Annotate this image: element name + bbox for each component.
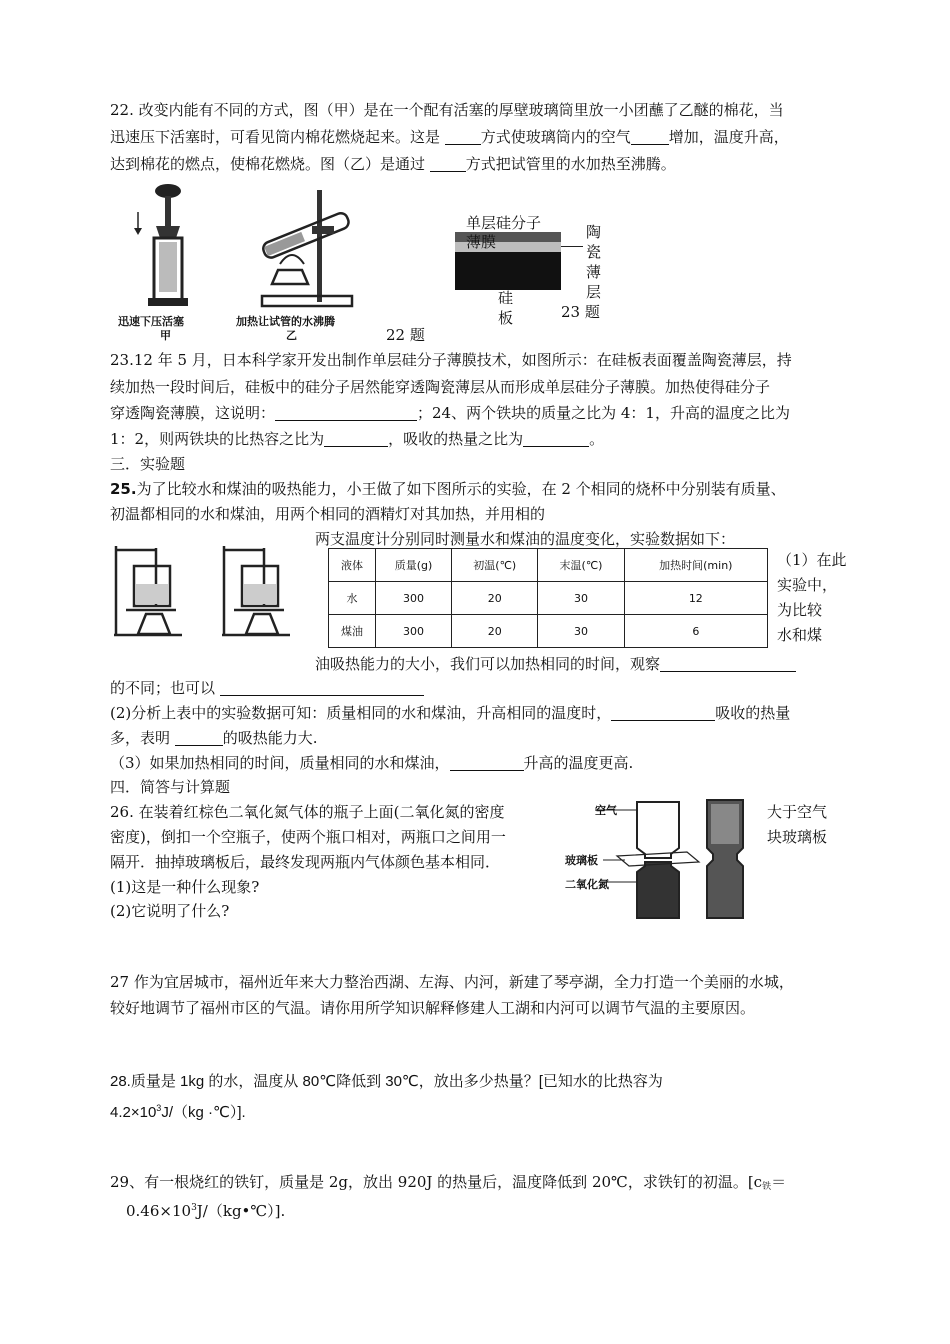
fig-air-label: 空气 xyxy=(595,804,617,817)
q25-text-6: (2)分析上表中的实验数据可知：质量相同的水和煤油，升高相同的温度时， xyxy=(110,704,612,722)
table-header-cell: 加热时间(min) xyxy=(624,549,767,582)
q25-line-4 xyxy=(315,653,796,674)
section-4-heading: 四．简答与计算题 xyxy=(110,778,231,796)
q29-text-a: 29、有一根烧红的铁钉，质量是 2g，放出 920J 的热量后，温度降低到 20℃，求铁钉的初温。[c xyxy=(110,1173,763,1191)
q25-text-8b: 升高的温度更高. xyxy=(523,754,634,772)
table-cell: 300 xyxy=(375,582,451,615)
experiment-apparatus-figure xyxy=(110,544,300,640)
q25-line-5 xyxy=(110,678,424,698)
ceramic-pointer-line xyxy=(561,246,583,247)
q22-figure-number: 22 题 xyxy=(386,326,425,344)
q23-line-3 xyxy=(110,403,790,423)
q25-side-line: 为比较 xyxy=(777,601,823,619)
q25-number: 25. xyxy=(110,480,137,498)
q29-text-b: ＝ xyxy=(771,1173,787,1191)
piston-cylinder-figure xyxy=(118,182,218,312)
q28-superscript: 3 xyxy=(156,1103,162,1113)
q22-text-b: 方式使玻璃筒内的空气 xyxy=(480,128,631,146)
q25-blank-2[interactable] xyxy=(220,679,424,696)
film-label-1: 单层硅分子 xyxy=(466,214,542,232)
q25-side-line: 实验中， xyxy=(777,576,838,594)
q25-line-1 xyxy=(110,479,786,499)
table-header-cell: 末温(℃) xyxy=(538,549,624,582)
film-label-2: 薄膜 xyxy=(466,233,497,251)
q25-line-6 xyxy=(110,703,790,723)
table-header-cell: 质量(g) xyxy=(375,549,451,582)
table-cell: 30 xyxy=(538,615,624,648)
q28-line-2 xyxy=(110,1098,246,1123)
q25-blank-3[interactable] xyxy=(611,704,715,721)
board-label xyxy=(498,288,513,328)
table-row xyxy=(329,615,768,648)
ceramic-char: 薄 xyxy=(586,263,602,281)
table-cell: 300 xyxy=(375,615,451,648)
ceramic-char: 瓷 xyxy=(586,243,602,261)
board-char: 板 xyxy=(498,309,514,327)
q25-blank-4[interactable] xyxy=(175,729,223,746)
table-cell: 20 xyxy=(452,615,538,648)
q24-blank-1[interactable] xyxy=(324,430,388,447)
q22-blank-2[interactable] xyxy=(631,128,669,145)
table-row xyxy=(329,582,768,615)
q25-blank-1[interactable] xyxy=(660,655,796,672)
q25-text-7b: 的吸热能力大. xyxy=(222,729,318,747)
q26-line-1: 26. 在装着红棕色二氧化氮气体的瓶子上面(二氧化氮的密度 xyxy=(110,803,505,821)
table-header-cell: 液体 xyxy=(329,549,376,582)
section-3-heading: 三．实验题 xyxy=(110,455,186,473)
fig-jia-label: 甲 xyxy=(160,329,171,342)
q22-text-e: 方式把试管里的水加热至沸腾。 xyxy=(465,155,676,173)
table-cell: 20 xyxy=(452,582,538,615)
q23-line-2: 续加热一段时间后，硅板中的硅分子居然能穿透陶瓷薄层从而形成单层硅分子薄膜。加热使得硅分子 xyxy=(110,378,771,396)
silicon-board xyxy=(455,252,561,290)
q26-side-1: 大于空气 xyxy=(767,803,828,821)
q29-text-c: 0.46×10 xyxy=(126,1202,192,1220)
q22-line-3 xyxy=(110,154,676,174)
q25-text-1: 为了比较水和煤油的吸热能力，小王做了如下图所示的实验，在 2 个相同的烧杯中分别装有质量、 xyxy=(136,480,786,498)
q26-line-5: (2)它说明了什么? xyxy=(110,902,230,920)
q25-side-line: （1）在此 xyxy=(777,551,847,569)
q25-side-text xyxy=(777,548,847,648)
q25-text-5: 的不同；也可以 xyxy=(110,679,220,697)
q27-line-1: 27 作为宜居城市，福州近年来大力整治西湖、左海、内河，新建了琴亭湖，全力打造一个美丽的水城， xyxy=(110,973,794,991)
fig-no2-label: 二氧化氮 xyxy=(565,878,609,891)
q25-text-6b: 吸收的热量 xyxy=(715,704,791,722)
q25-text-4: 油吸热能力的大小，我们可以加热相同的时间，观察 xyxy=(315,655,661,673)
q25-text-7: 多，表明 xyxy=(110,729,175,747)
q29-superscript: 3 xyxy=(191,1203,197,1213)
table-cell: 煤油 xyxy=(329,615,376,648)
q25-line-8 xyxy=(110,753,633,773)
q28-text-b: J/（kg ·℃）]. xyxy=(161,1104,246,1121)
q22-line-2 xyxy=(110,127,789,147)
q25-side-line: 水和煤 xyxy=(777,626,823,644)
experiment-data-table xyxy=(328,548,768,648)
q25-line-3: 两支温度计分别同时测量水和煤油的温度变化，实验数据如下： xyxy=(315,530,736,548)
board-char: 硅 xyxy=(498,289,514,307)
q26-line-3: 隔开．抽掉玻璃板后，最终发现两瓶内气体颜色基本相同． xyxy=(110,853,501,871)
q26-side-2: 块玻璃板 xyxy=(767,828,828,846)
q23-text-a: 穿透陶瓷薄膜，这说明： xyxy=(110,404,276,422)
q23-line-1: 23.12 年 5 月，日本科学家开发出制作单层硅分子薄膜技术，如图所示：在硅板表面覆盖陶瓷薄层，持 xyxy=(110,351,792,369)
q22-text-a: 迅速压下活塞时，可看见筒内棉花燃烧起来。这是 xyxy=(110,128,445,146)
q28-text-a: 4.2×10 xyxy=(110,1104,157,1121)
ceramic-char: 层 xyxy=(586,283,602,301)
q27-line-2: 较好地调节了福州市区的气温。请你用所学知识解释修建人工湖和内河可以调节气温的主要原因。 xyxy=(110,999,756,1017)
table-cell: 30 xyxy=(538,582,624,615)
q26-line-2: 密度)，倒扣一个空瓶子，使两个瓶口相对，两瓶口之间用一 xyxy=(110,828,506,846)
q24-text-a: ；24、两个铁块的质量之比为 4：1，升高的温度之比为 xyxy=(417,404,790,422)
q24-line xyxy=(110,429,604,449)
table-header-cell: 初温(℃) xyxy=(452,549,538,582)
q22-text-d: 达到棉花的燃点，使棉花燃烧。图（乙）是通过 xyxy=(110,155,430,173)
q22-text-c: 增加，温度升高， xyxy=(668,128,789,146)
fig-yi-label: 乙 xyxy=(286,329,297,342)
q22-line-1: 22. 改变内能有不同的方式，图（甲）是在一个配有活塞的厚壁玻璃筒里放一小团蘸了乙醚的棉花，当 xyxy=(110,101,784,119)
q25-text-8: （3）如果加热相同的时间，质量相同的水和煤油， xyxy=(110,754,450,772)
q25-line-7 xyxy=(110,728,318,748)
table-cell: 水 xyxy=(329,582,376,615)
q25-blank-5[interactable] xyxy=(450,754,524,771)
table-cell: 6 xyxy=(624,615,767,648)
q22-blank-1[interactable] xyxy=(445,128,481,145)
q29-line-2 xyxy=(126,1198,285,1221)
table-header-row xyxy=(329,549,768,582)
fig-yi-caption: 加热让试管的水沸腾 xyxy=(236,315,335,328)
ceramic-label xyxy=(586,222,604,302)
q24-text-b: 1：2，则两铁块的比热容之比为 xyxy=(110,430,325,448)
q29-text-d: J/（kg•℃）]. xyxy=(196,1202,286,1220)
q24-blank-2[interactable] xyxy=(523,430,589,447)
q26-line-4: (1)这是一种什么现象? xyxy=(110,878,260,896)
fig-glass-label: 玻璃板 xyxy=(565,854,598,867)
q22-blank-3[interactable] xyxy=(430,155,466,172)
q24-text-c: ，吸收的热量之比为 xyxy=(388,430,524,448)
q25-line-2: 初温都相同的水和煤油，用两个相同的酒精灯对其加热，并用相的 xyxy=(110,505,546,523)
q28-line-1: 28.质量是 1kg 的水，温度从 80℃降低到 30℃，放出多少热量？[已知水的比热容为 xyxy=(110,1073,663,1090)
q23-figure-number: 23 题 xyxy=(561,303,600,321)
q29-subscript: 铁 xyxy=(762,1182,772,1192)
q23-blank[interactable] xyxy=(275,404,417,421)
ceramic-char: 陶 xyxy=(586,223,602,241)
fig-jia-caption: 迅速下压活塞 xyxy=(118,315,184,328)
table-cell: 12 xyxy=(624,582,767,615)
q29-line-1 xyxy=(110,1172,786,1197)
q24-text-d: 。 xyxy=(589,430,605,448)
test-tube-heating-figure xyxy=(232,186,362,314)
